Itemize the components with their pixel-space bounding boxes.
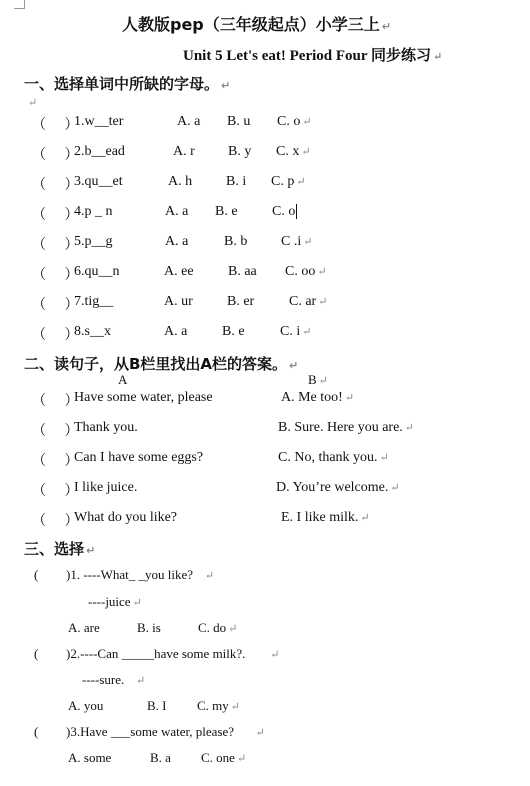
question: 1.w__ter (74, 114, 124, 129)
answer-blank: （ ） (32, 178, 81, 193)
answer-blank: （ ） (32, 328, 81, 343)
answer-blank: （ ） (32, 238, 81, 253)
column-a-label: A (118, 372, 128, 387)
empty-paragraph-mark: ↵ (28, 97, 38, 109)
answer-blank: （ ） (32, 148, 81, 163)
option-b: B. aa (228, 264, 257, 279)
sentence-b: A. Me too! ↵ (281, 390, 355, 405)
option-a: A. h (168, 174, 193, 189)
option-b: B. y (228, 144, 252, 159)
option-b: B. i (226, 174, 247, 189)
answer-blank: （ ） (32, 394, 81, 409)
option-c: C. p ↵ (271, 174, 306, 189)
option-c: C. one ↵ (201, 750, 247, 765)
option-c: C. i ↵ (280, 324, 312, 339)
question: 8.s__x (74, 324, 111, 339)
option-a: A. some (68, 750, 112, 765)
answer-blank: ( (34, 724, 39, 739)
answer-blank: （ ） (32, 268, 81, 283)
page-corner-mark (14, 0, 25, 9)
sentence-b: E. I like milk. ↵ (281, 510, 370, 525)
reply-line: ----juice ↵ (88, 594, 142, 609)
question: )1. ----What_ _you like? ↵ (66, 567, 215, 582)
option-a: A. r (173, 144, 195, 159)
option-a: A. a (165, 234, 189, 249)
sentence-b: D. You’re welcome. ↵ (276, 480, 400, 495)
question: 3.qu__et (74, 174, 123, 189)
option-a: A. ee (164, 264, 194, 279)
option-c: C. do ↵ (198, 620, 238, 635)
answer-blank: （ ） (32, 118, 81, 133)
option-a: A. are (68, 620, 100, 635)
option-b: B. e (222, 324, 245, 339)
sentence-a: Can I have some eggs? (74, 450, 204, 465)
question: )3.Have ___some water, please? ↵ (66, 724, 265, 739)
reply-line: ----sure. ↵ (82, 672, 146, 687)
answer-blank: ( (34, 567, 39, 582)
option-c: C. my ↵ (197, 698, 241, 713)
option-b: B. u (227, 114, 251, 129)
option-b: B. er (227, 294, 255, 309)
sentence-a: What do you like? (74, 510, 178, 525)
option-a: A. a (164, 324, 188, 339)
option-b: B. I (147, 698, 167, 713)
answer-blank: （ ） (32, 424, 81, 439)
question: )2.----Can _____have some milk?. ↵ (66, 646, 280, 661)
option-a: A. ur (164, 294, 193, 309)
option-c: C. ar ↵ (289, 294, 328, 309)
question: 5.p__g (74, 234, 113, 249)
question: 7.tig__ (74, 294, 114, 309)
answer-blank: （ ） (32, 208, 81, 223)
option-b: B. is (137, 620, 161, 635)
sentence-a: Thank you. (74, 420, 138, 435)
answer-blank: （ ） (32, 298, 81, 313)
option-b: B. e (215, 204, 238, 219)
answer-blank: （ ） (32, 514, 81, 529)
question: 6.qu__n (74, 264, 120, 279)
section2-heading: 二、读句子，从B栏里找出A栏的答案。 ↵ (24, 355, 299, 373)
section1-heading: 一、选择单词中所缺的字母。 ↵ (24, 75, 231, 93)
answer-blank: （ ） (32, 484, 81, 499)
question: 4.p _ n (74, 204, 113, 219)
sentence-b: C. No, thank you. ↵ (278, 450, 389, 465)
answer-blank: （ ） (32, 454, 81, 469)
document-title: 人教版pep（三年级起点）小学三上 ↵ (122, 15, 391, 34)
sentence-a: I like juice. (74, 480, 138, 495)
option-a: A. a (165, 204, 189, 219)
question: 2.b__ead (74, 144, 125, 159)
document-subtitle: Unit 5 Let's eat! Period Four 同步练习 ↵ (183, 48, 443, 64)
option-c: C. oo ↵ (285, 264, 327, 279)
column-b-label: B ↵ (308, 372, 328, 387)
option-c: C. o (272, 204, 296, 219)
sentence-b: B. Sure. Here you are. ↵ (278, 420, 415, 435)
answer-blank: ( (34, 646, 39, 661)
option-a: A. you (68, 698, 104, 713)
option-c: C .i ↵ (281, 234, 313, 249)
option-c: C. x ↵ (276, 144, 311, 159)
option-b: B. b (224, 234, 248, 249)
option-a: A. a (177, 114, 201, 129)
sentence-a: Have some water, please (74, 390, 213, 405)
option-b: B. a (150, 750, 171, 765)
section3-heading: 三、选择 ↵ (24, 540, 96, 558)
option-c: C. o ↵ (277, 114, 312, 129)
